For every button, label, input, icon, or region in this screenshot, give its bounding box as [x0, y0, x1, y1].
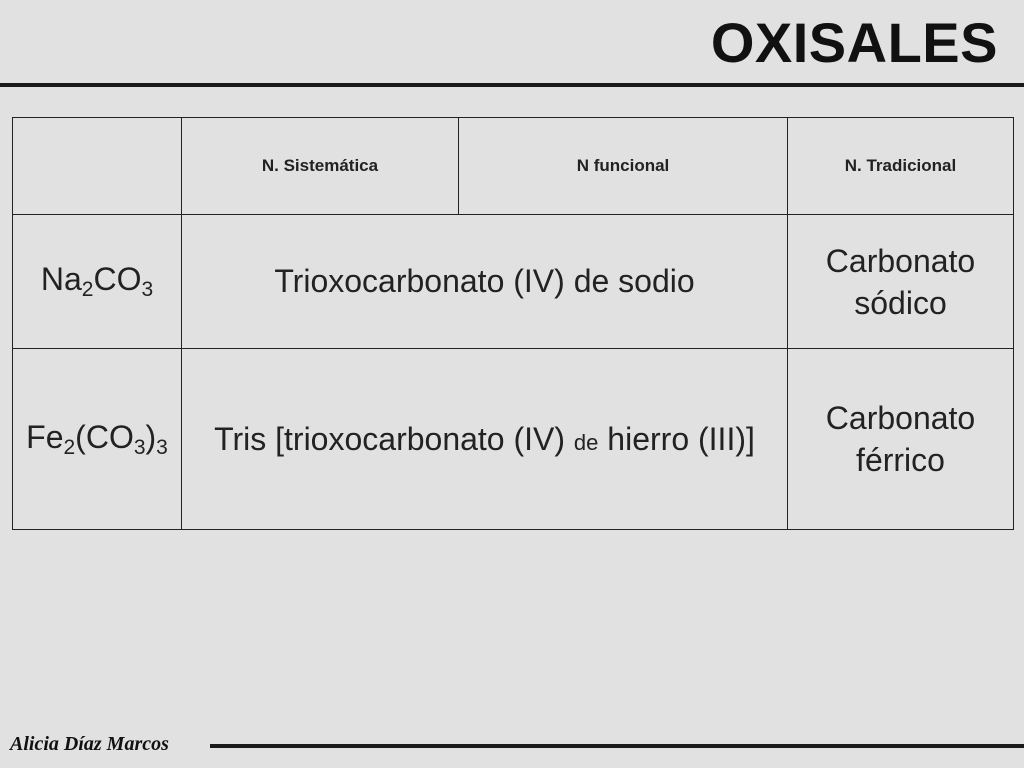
- formula-part: ): [145, 418, 157, 455]
- table-row: [13, 349, 1014, 530]
- formula-part: Fe: [26, 418, 64, 455]
- formula-cell: [13, 349, 182, 530]
- corner-cell: [13, 118, 182, 215]
- formula-part: CO: [93, 261, 142, 297]
- title-rule: [0, 83, 1024, 87]
- formula-subscript: 3: [133, 435, 146, 459]
- footer-rule: [210, 744, 1024, 748]
- formula-text: [40, 261, 154, 301]
- formula-subscript: 3: [156, 435, 168, 459]
- systematic-name-cell: [182, 215, 788, 349]
- systematic-name-cell: [182, 349, 788, 530]
- header-tradicional: N. Tradicional: [788, 118, 1014, 215]
- formula-subscript: 3: [141, 278, 154, 301]
- traditional-name-line: férrico: [856, 442, 945, 478]
- systematic-name-part: Tris [trioxocarbonato (IV): [214, 420, 574, 457]
- systematic-name-part: hierro (III)]: [598, 420, 755, 457]
- traditional-name-cell: [788, 349, 1014, 530]
- formula-cell: [13, 215, 182, 349]
- slide-title: OXISALES: [710, 11, 998, 74]
- traditional-name-cell: [788, 215, 1014, 349]
- formula-subscript: 2: [81, 278, 94, 301]
- systematic-name: Trioxocarbonato (IV) de sodio: [274, 263, 695, 299]
- formula-subscript: 2: [63, 435, 76, 459]
- traditional-name-line: Carbonato: [825, 242, 976, 279]
- header-sistematica: N. Sistemática: [182, 118, 459, 215]
- header-funcional: N funcional: [459, 118, 788, 215]
- formula-part: Na: [40, 261, 82, 297]
- header-row: [13, 118, 1014, 215]
- traditional-name-line: sódico: [854, 284, 947, 321]
- formula-part: (CO: [75, 418, 134, 455]
- table-row: [13, 215, 1014, 349]
- systematic-name: [214, 421, 755, 457]
- traditional-name-line: Carbonato: [825, 400, 976, 436]
- oxisales-table: [12, 117, 1014, 530]
- systematic-name-part: de: [573, 429, 599, 455]
- author-signature: Alicia Díaz Marcos: [10, 733, 169, 755]
- formula-text: [26, 418, 168, 459]
